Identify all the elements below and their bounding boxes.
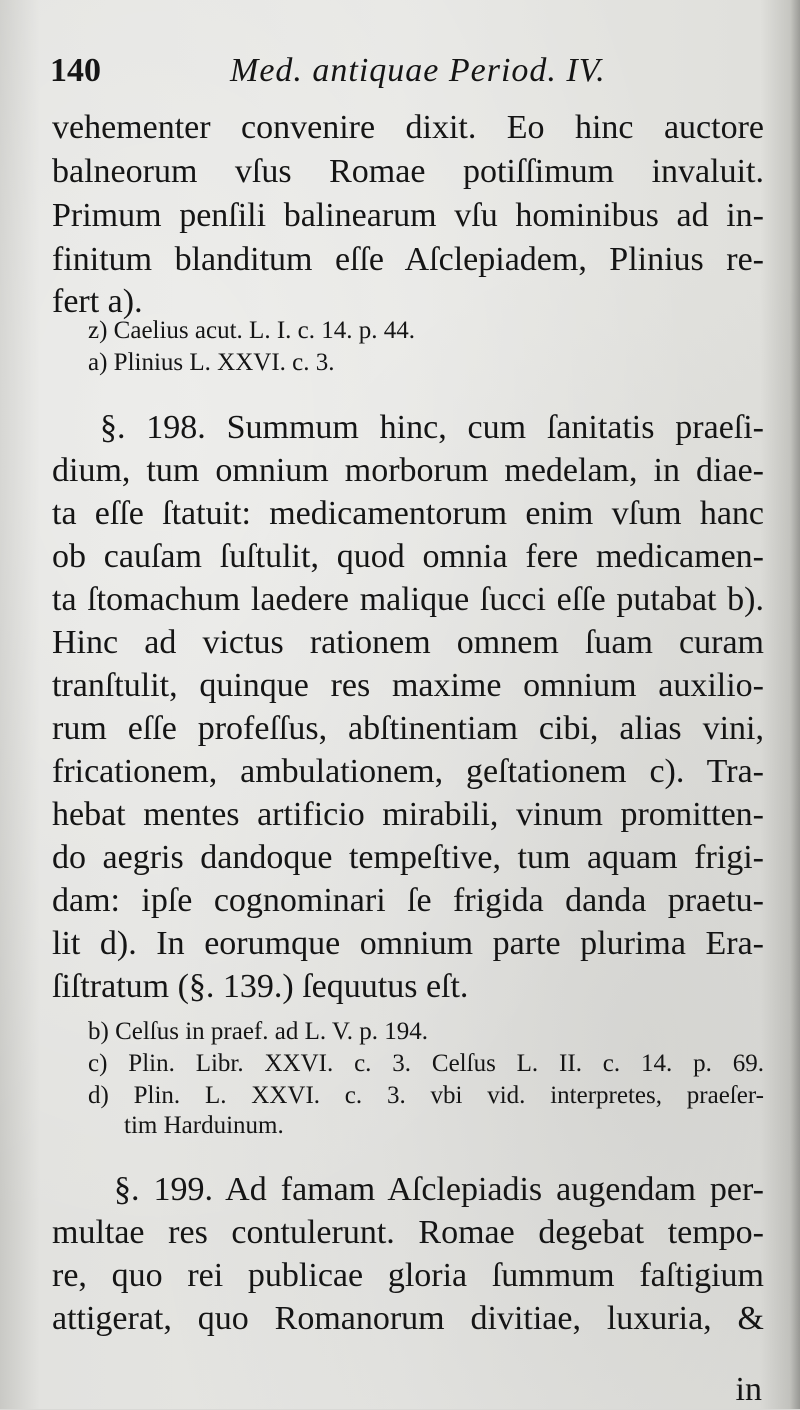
text-line: ta eſſe ſtatuit: medicamentorum enim vſum hanc (52, 495, 764, 532)
text-line: fricationem, ambulationem, geſtationem c). Tra- (52, 753, 764, 790)
text-line: do aegris dandoque tempeſtive, tum aquam frigi- (52, 839, 764, 876)
text-line: dium, tum omnium morborum medelam, in diae- (52, 452, 764, 489)
footnote-b: b) Celſus in praef. ad L. V. p. 194. (88, 1018, 429, 1045)
text-line: multae res contulerunt. Romae degebat tempo- (52, 1214, 764, 1251)
footnote-c: c) Plin. Libr. XXVI. c. 3. Celſus L. II. c. 14. p. 69. (88, 1050, 764, 1077)
text-line: lit d). In eorumque omnium parte plurima Era- (52, 925, 764, 962)
text-line: Hinc ad victus rationem omnem ſuam curam (52, 624, 764, 661)
text-line: balneorum vſus Romae potiſſimum invaluit. (52, 153, 764, 190)
text-line: hebat mentes artificio mirabili, vinum promitten- (52, 796, 764, 833)
page-header (50, 52, 760, 96)
footnote-z: z) Caelius acut. L. I. c. 14. p. 44. (88, 317, 415, 344)
text-line: dam: ipſe cognominari ſe frigida danda praetu- (52, 882, 764, 919)
text-line: fert a). (52, 283, 143, 320)
text-line: rum eſſe profeſſus, abſtinentiam cibi, alias vini, (52, 710, 764, 747)
text-line: vehementer convenire dixit. Eo hinc auctore (52, 109, 764, 146)
page-number: 140 (50, 52, 101, 89)
footnote-a: a) Plinius L. XXVI. c. 3. (88, 349, 335, 376)
text-line: ſiſtratum (§. 139.) ſequutus eſt. (52, 968, 469, 1005)
catchword: in (735, 1371, 762, 1408)
text-line: attigerat, quo Romanorum divitiae, luxuria, & (52, 1300, 764, 1337)
text-line: ta ſtomachum laedere malique ſucci eſſe putabat b). (52, 581, 764, 618)
text-line: §. 198. Summum hinc, cum ſanitatis praeſi- (100, 409, 764, 446)
text-line: re, quo rei publicae gloria ſummum faſtigium (52, 1257, 764, 1294)
page-edge-shadow (790, 0, 800, 1409)
text-line: finitum blanditum eſſe Aſclepiadem, Plinius re- (52, 241, 764, 278)
footnote-d: d) Plin. L. XXVI. c. 3. vbi vid. interpretes, praeſer- (88, 1082, 764, 1109)
running-title: Med. antiquae Period. IV. (230, 52, 606, 89)
text-line: Primum penſili balinearum vſu hominibus ad in- (52, 197, 764, 234)
text-line: §. 199. Ad famam Aſclepiadis augendam per- (114, 1171, 764, 1208)
footnote-d-continuation: tim Harduinum. (124, 1112, 284, 1139)
text-line: tranſtulit, quinque res maxime omnium auxilio- (52, 667, 764, 704)
text-line: ob cauſam ſuſtulit, quod omnia fere medicamen- (52, 538, 764, 575)
